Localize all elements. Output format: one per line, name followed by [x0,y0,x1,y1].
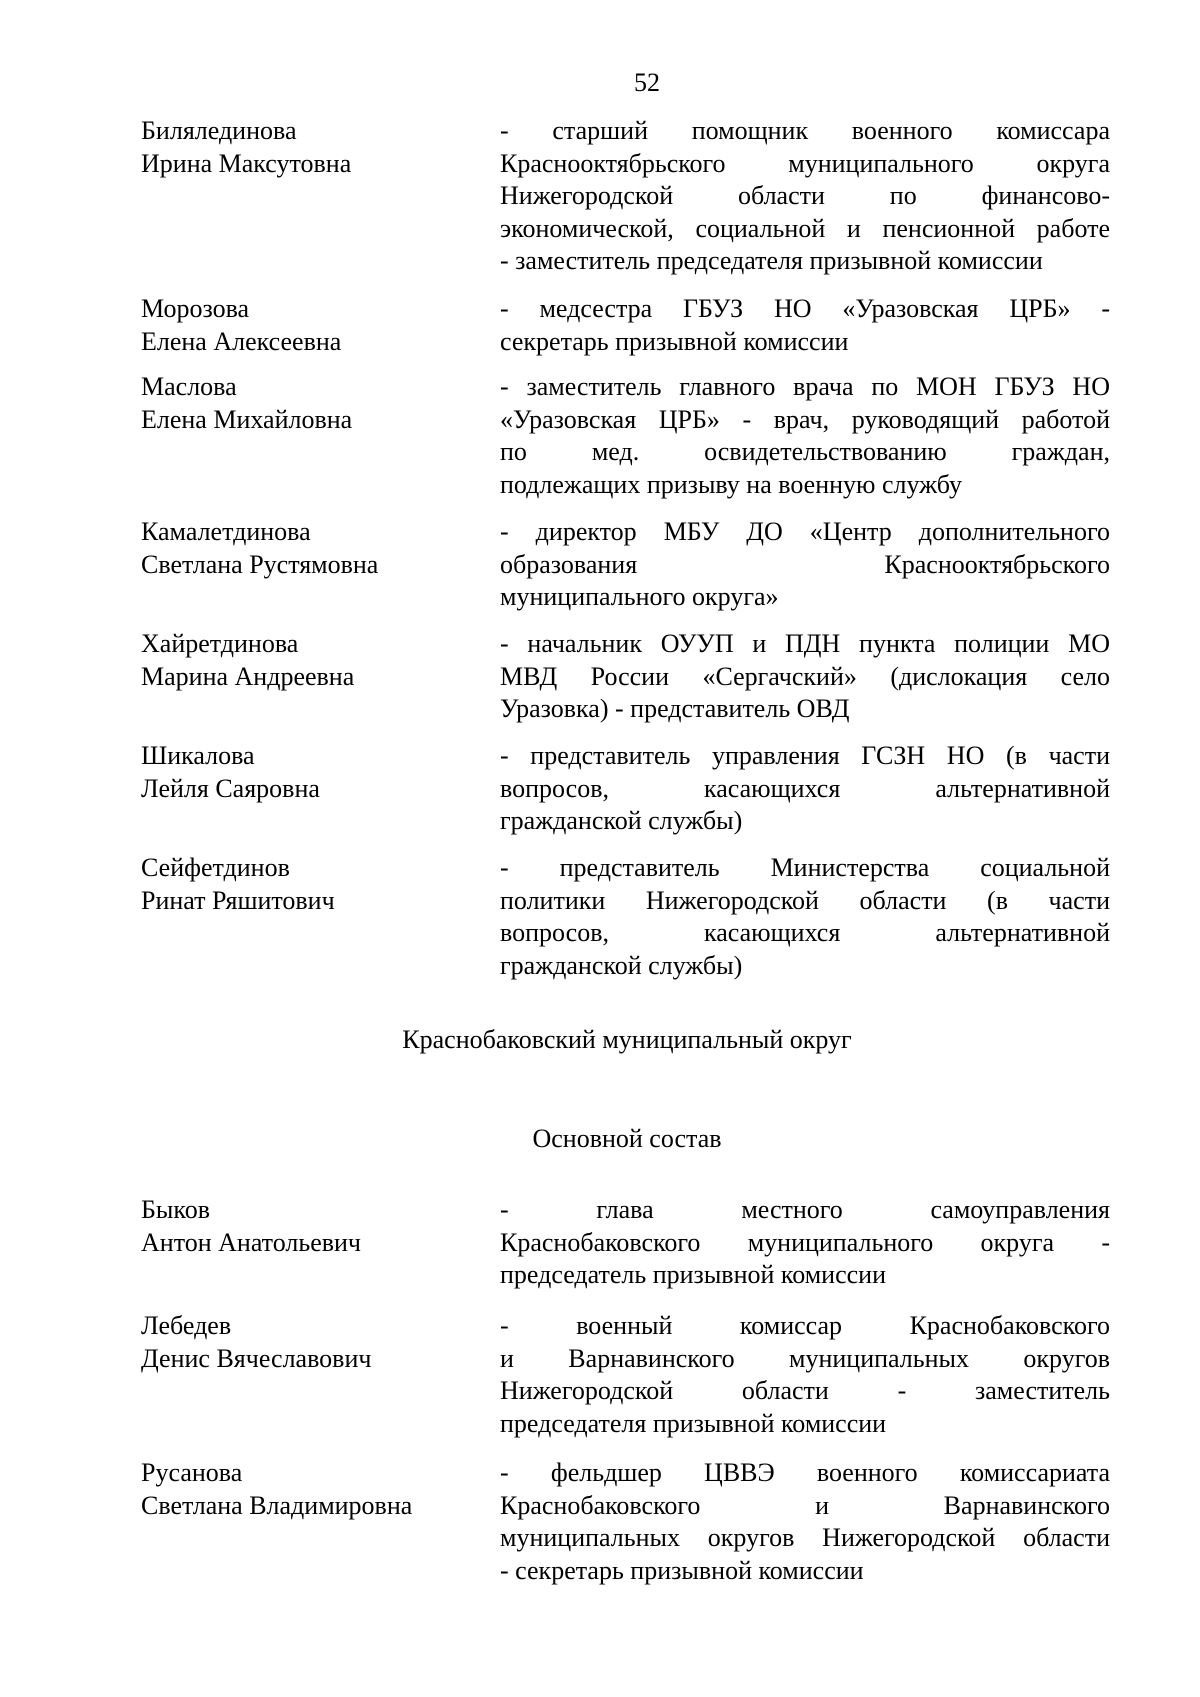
member-surname: Лебедев [141,1311,232,1340]
position-line: Нижегородской области по финансово- [500,181,1110,210]
member-name [141,740,481,805]
member-name [141,852,481,917]
member-given-names: Елена Алексеевна [141,326,342,356]
member-given-names: Светлана Рустямовна [141,549,379,579]
position-line: Краснобаковского муниципального округа - [500,1227,1110,1257]
member-position [500,740,1110,838]
member-given-names: Лейля Саяровна [141,773,320,803]
position-line: муниципального округа» [500,582,779,611]
member-position [500,115,1110,278]
position-line: - военный комиссар Краснобаковского [500,1311,1110,1340]
member-position [500,1194,1110,1292]
member-name [141,1310,481,1375]
member-surname: Сейфетдинов [141,853,290,882]
position-line: гражданской службы) [500,950,743,980]
district-title: Краснобаковский муниципальный округ [402,1025,852,1054]
member-name [141,628,481,693]
member-position [500,516,1110,614]
position-line: - фельдшер ЦВВЭ военного комиссариата [500,1458,1110,1487]
position-line: МВД России «Сергачский» (дислокация село [500,661,1110,691]
member-given-names: Светлана Владимировна [141,1490,413,1520]
position-line: экономической, социальной и пенсионной работе [500,213,1110,243]
member-name [141,115,481,180]
member-surname: Морозова [141,294,250,323]
member-given-names: Денис Вячеславович [141,1343,372,1373]
member-position [500,628,1110,726]
position-line: Краснооктябрьского муниципального округа [500,148,1110,178]
member-position [500,371,1110,501]
position-line: - начальник ОУУП и ПДН пункта полиции МО [500,629,1110,658]
member-name [141,293,481,358]
member-position [500,1310,1110,1440]
member-name [141,1457,481,1522]
member-name [141,1194,481,1259]
member-position [500,852,1110,982]
position-line: муниципальных округов Нижегородской области [500,1523,1110,1552]
position-line: председатель призывной комиссии [500,1260,886,1289]
member-surname: Русанова [141,1458,243,1487]
position-line: - представитель Министерства социальной [500,853,1110,882]
member-position [500,293,1110,358]
position-line: Уразовка) - представитель ОВД [500,694,850,723]
position-line: - заместитель председателя призывной комиссии [500,246,1043,275]
position-line: «Уразовская ЦРБ» - врач, руководящий работой [500,404,1110,434]
position-line: - представитель управления ГСЗН НО (в части [500,741,1110,770]
position-line: - директор МБУ ДО «Центр дополнительного [500,517,1110,546]
position-line: политики Нижегородской области (в части [500,885,1110,915]
position-line: секретарь призывной комиссии [500,326,849,356]
member-given-names: Ирина Максутовна [141,148,352,178]
member-given-names: Марина Андреевна [141,661,355,691]
position-line: Нижегородской области - заместитель [500,1376,1110,1405]
member-surname: Маслова [141,372,237,401]
position-line: образования Краснооктябрьского [500,549,1110,579]
position-line: - заместитель главного врача по МОН ГБУЗ НО [500,372,1110,401]
page-number: 52 [634,68,660,97]
member-given-names: Ринат Ряшитович [141,885,335,915]
position-line: - старший помощник военного комиссара [500,116,1110,145]
position-line: Краснобаковского и Варнавинского [500,1490,1110,1520]
position-line: - глава местного самоуправления [500,1195,1110,1224]
position-line: и Варнавинского муниципальных округов [500,1343,1110,1373]
position-line: подлежащих призыву на военную службу [500,469,962,499]
position-line: гражданской службы) [500,806,743,835]
position-line: вопросов, касающихся альтернативной [500,773,1110,803]
member-surname: Камалетдинова [141,517,311,546]
member-given-names: Елена Михайловна [141,404,353,434]
member-surname: Хайретдинова [141,629,299,658]
position-line: - секретарь призывной комиссии [500,1555,864,1585]
position-line: по мед. освидетельствованию граждан, [500,437,1110,466]
member-surname: Билялединова [141,116,297,145]
member-position [500,1457,1110,1587]
position-line: председателя призывной комиссии [500,1408,887,1438]
composition-title: Основной состав [532,1124,722,1153]
member-name [141,371,481,436]
member-name [141,516,481,581]
member-surname: Шикалова [141,741,255,770]
position-line: вопросов, касающихся альтернативной [500,918,1110,947]
member-surname: Быков [141,1195,210,1224]
position-line: - медсестра ГБУЗ НО «Уразовская ЦРБ» - [500,294,1110,323]
member-given-names: Антон Анатольевич [141,1227,361,1257]
